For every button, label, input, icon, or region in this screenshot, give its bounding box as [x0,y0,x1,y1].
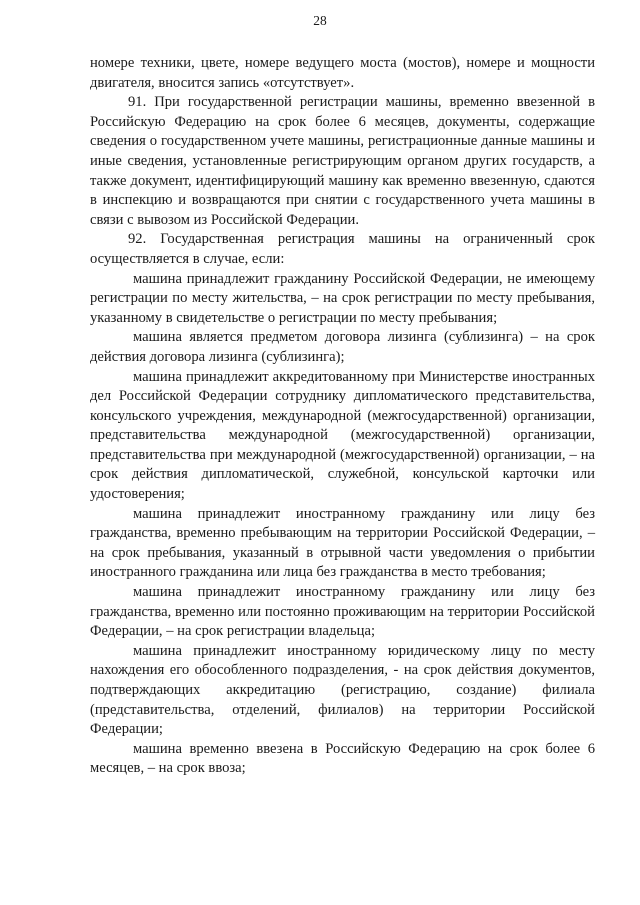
list-item-foreign-residence: машина принадлежит иностранному гражданину или лицу без гражданства, временно или постоянно проживающим на территории Российской Федерации, – на срок регистрации владельца; [90,584,595,640]
paragraph-92: 92. Государственная регистрация машины на ограниченный срок осуществляется в случае, если: [90,231,595,267]
page-number: 28 [313,13,327,28]
list-item-diplomatic: машина принадлежит аккредитованному при Министерстве иностранных дел Российской Федерации сотруднику дипломатического представительства, консульского учреждения, международной (межгосударственной) организации, представительства международной (межгосударственной) организации, представительства при международной (межгосударственной) организации, – на срок действия дипломатической, служебной, консульской карточки или удостоверения; [90,368,595,503]
list-item-foreign-temporary-stay: машина принадлежит иностранному гражданину или лицу без гражданства, временно пребывающим на территории Российской Федерации, – на срок пребывания, указанный в отрывной части уведомления о прибытии иностранного гражданина или лица без гражданства в место требования; [90,505,595,581]
paragraph-91: 91. При государственной регистрации машины, временно ввезенной в Российскую Федерацию на срок более 6 месяцев, документы, содержащие сведения о государственном учете машины, регистрационные данные машины и иные сведения, установленные регистрирующим органом других государств, а также документ, идентифицирующий машину как временно ввезенную, сдаются в инспекцию и возвращаются при снятии с государственного учета машины в связи с вывозом из Российской Федерации. [90,94,595,228]
list-item-leasing: машина является предметом договора лизинга (сублизинга) – на срок действия договора лизинга (сублизинга); [90,329,595,365]
paragraph-continuation: номере техники, цвете, номере ведущего моста (мостов), номере и мощности двигателя, вносится запись «отсутствует». [90,55,595,91]
list-item-citizen-rf: машина принадлежит гражданину Российской Федерации, не имеющему регистрации по месту жительства, – на срок регистрации по месту пребывания, указанному в свидетельстве о регистрации по месту пребывания; [90,270,595,326]
list-item-temporary-import: машина временно ввезена в Российскую Федерацию на срок более 6 месяцев, – на срок ввоза; [90,740,595,777]
document-body [90,54,595,779]
list-item-foreign-legal-entity: машина принадлежит иностранному юридическому лицу по месту нахождения его обособленного подразделения, - на срок действия документов, подтверждающих аккредитацию (регистрацию, создание) филиала (представительства, отделений, филиалов) на территории Российской Федерации; [90,642,595,738]
